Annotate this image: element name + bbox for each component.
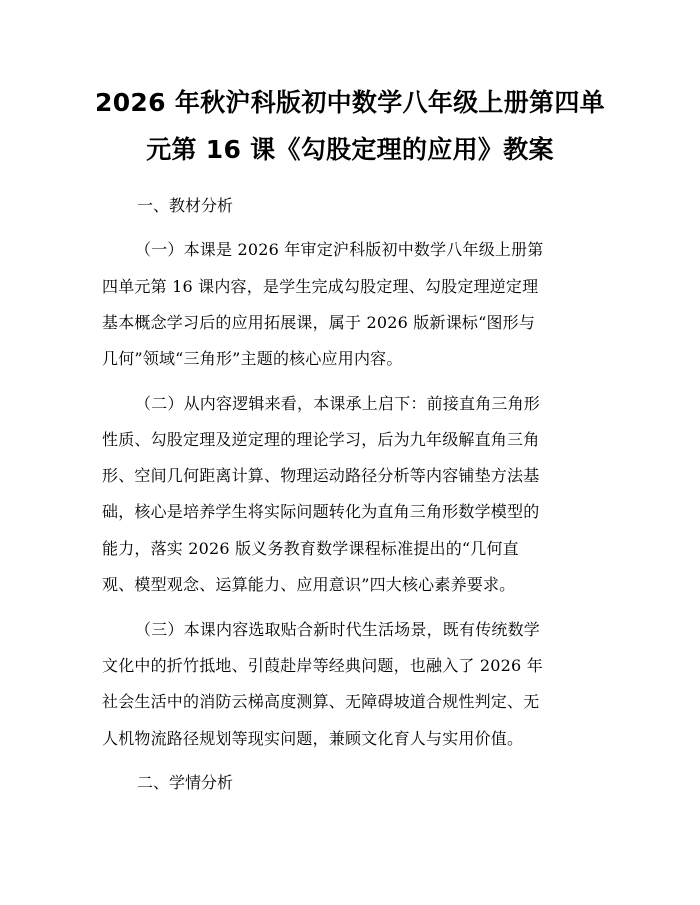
paragraph-2-line-3: 形、空间几何距离计算、物理运动路径分析等内容铺垫方法基 <box>102 466 540 485</box>
paragraph-2-line-5: 能力，落实 2026 版义务教育数学课程标准提出的“几何直 <box>102 539 519 558</box>
section-heading-textbook-analysis: 一、教材分析 <box>137 196 234 215</box>
paragraph-2-line-4: 础，核心是培养学生将实际问题转化为直角三角形数学模型的 <box>102 502 540 521</box>
paragraph-3-line-3: 社会生活中的消防云梯高度测算、无障碍坡道合规性判定、无 <box>102 692 540 711</box>
document-title-line-2: 元第 16 课《勾股定理的应用》教案 <box>146 135 554 164</box>
paragraph-2-line-1: （二）从内容逻辑来看，本课承上启下：前接直角三角形 <box>135 394 541 413</box>
paragraph-1-line-3: 基本概念学习后的应用拓展课，属于 2026 版新课标“图形与 <box>102 313 536 332</box>
paragraph-3-line-4: 人机物流路径规划等现实问题，兼顾文化育人与实用价值。 <box>102 729 524 748</box>
paragraph-3-line-1: （三）本课内容选取贴合新时代生活场景，既有传统数学 <box>135 620 541 639</box>
section-heading-student-analysis: 二、学情分析 <box>137 773 234 792</box>
paragraph-1-line-2: 四单元第 16 课内容，是学生完成勾股定理、勾股定理逆定理 <box>102 277 539 296</box>
document-title-line-1: 2026 年秋沪科版初中数学八年级上册第四单 <box>95 88 605 117</box>
paragraph-3-line-2: 文化中的折竹抵地、引葭赴岸等经典问题，也融入了 2026 年 <box>102 656 543 675</box>
paragraph-1-line-1: （一）本课是 2026 年审定沪科版初中数学八年级上册第 <box>135 240 544 259</box>
paragraph-1-line-4: 几何”领域“三角形”主题的核心应用内容。 <box>102 349 403 368</box>
paragraph-2-line-2: 性质、勾股定理及逆定理的理论学习，后为九年级解直角三角 <box>102 430 540 449</box>
paragraph-2-line-6: 观、模型观念、运算能力、应用意识”四大核心素养要求。 <box>102 575 516 594</box>
